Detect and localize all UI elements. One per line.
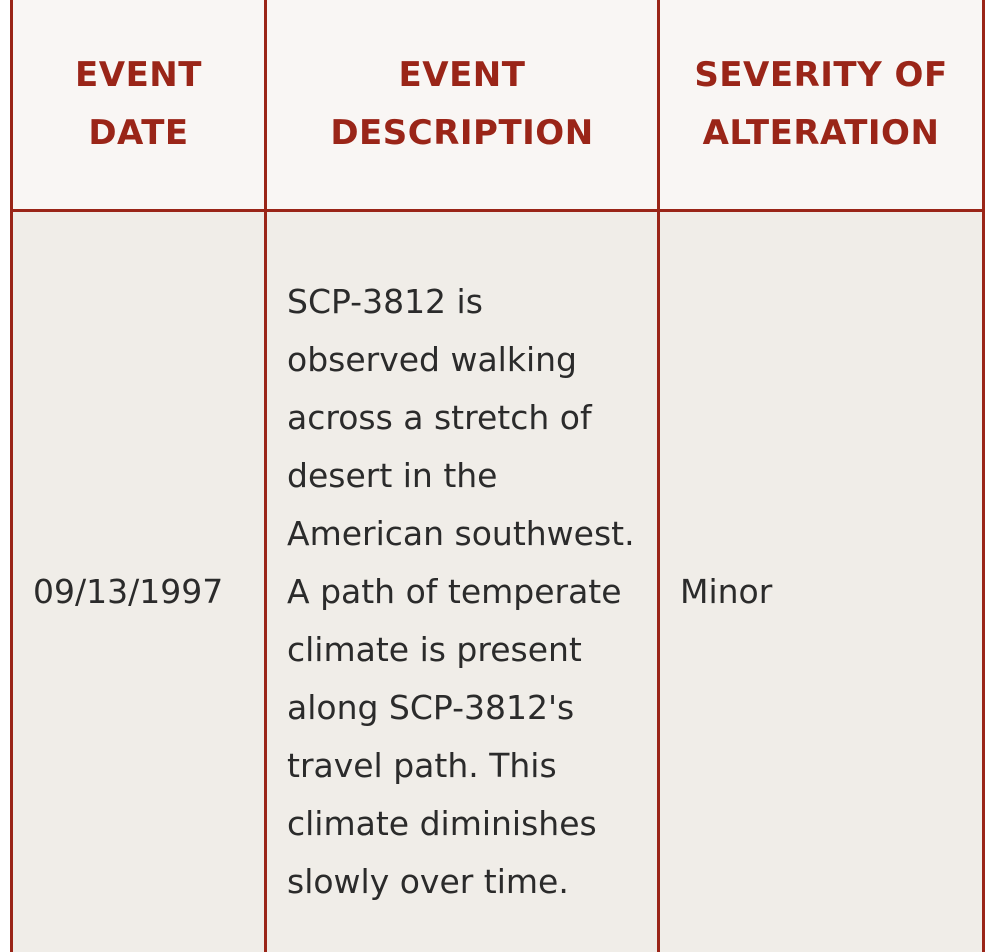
cell-event-description: SCP-3812 is observed walking across a stretch of desert in the American southwest. A path of temperate climate is present along SCP-3812's travel path. This climate diminishes slowly over time. (266, 211, 659, 952)
header-severity-of-alteration: SEVERITY OF ALTERATION (659, 0, 984, 211)
table-header-row (12, 0, 984, 211)
cell-event-date: 09/13/1997 (12, 211, 266, 952)
table-row (12, 211, 984, 952)
event-log-table (10, 0, 985, 952)
cell-severity: Minor (659, 211, 984, 952)
header-event-date: EVENT DATE (12, 0, 266, 211)
header-event-description: EVENT DESCRIPTION (266, 0, 659, 211)
